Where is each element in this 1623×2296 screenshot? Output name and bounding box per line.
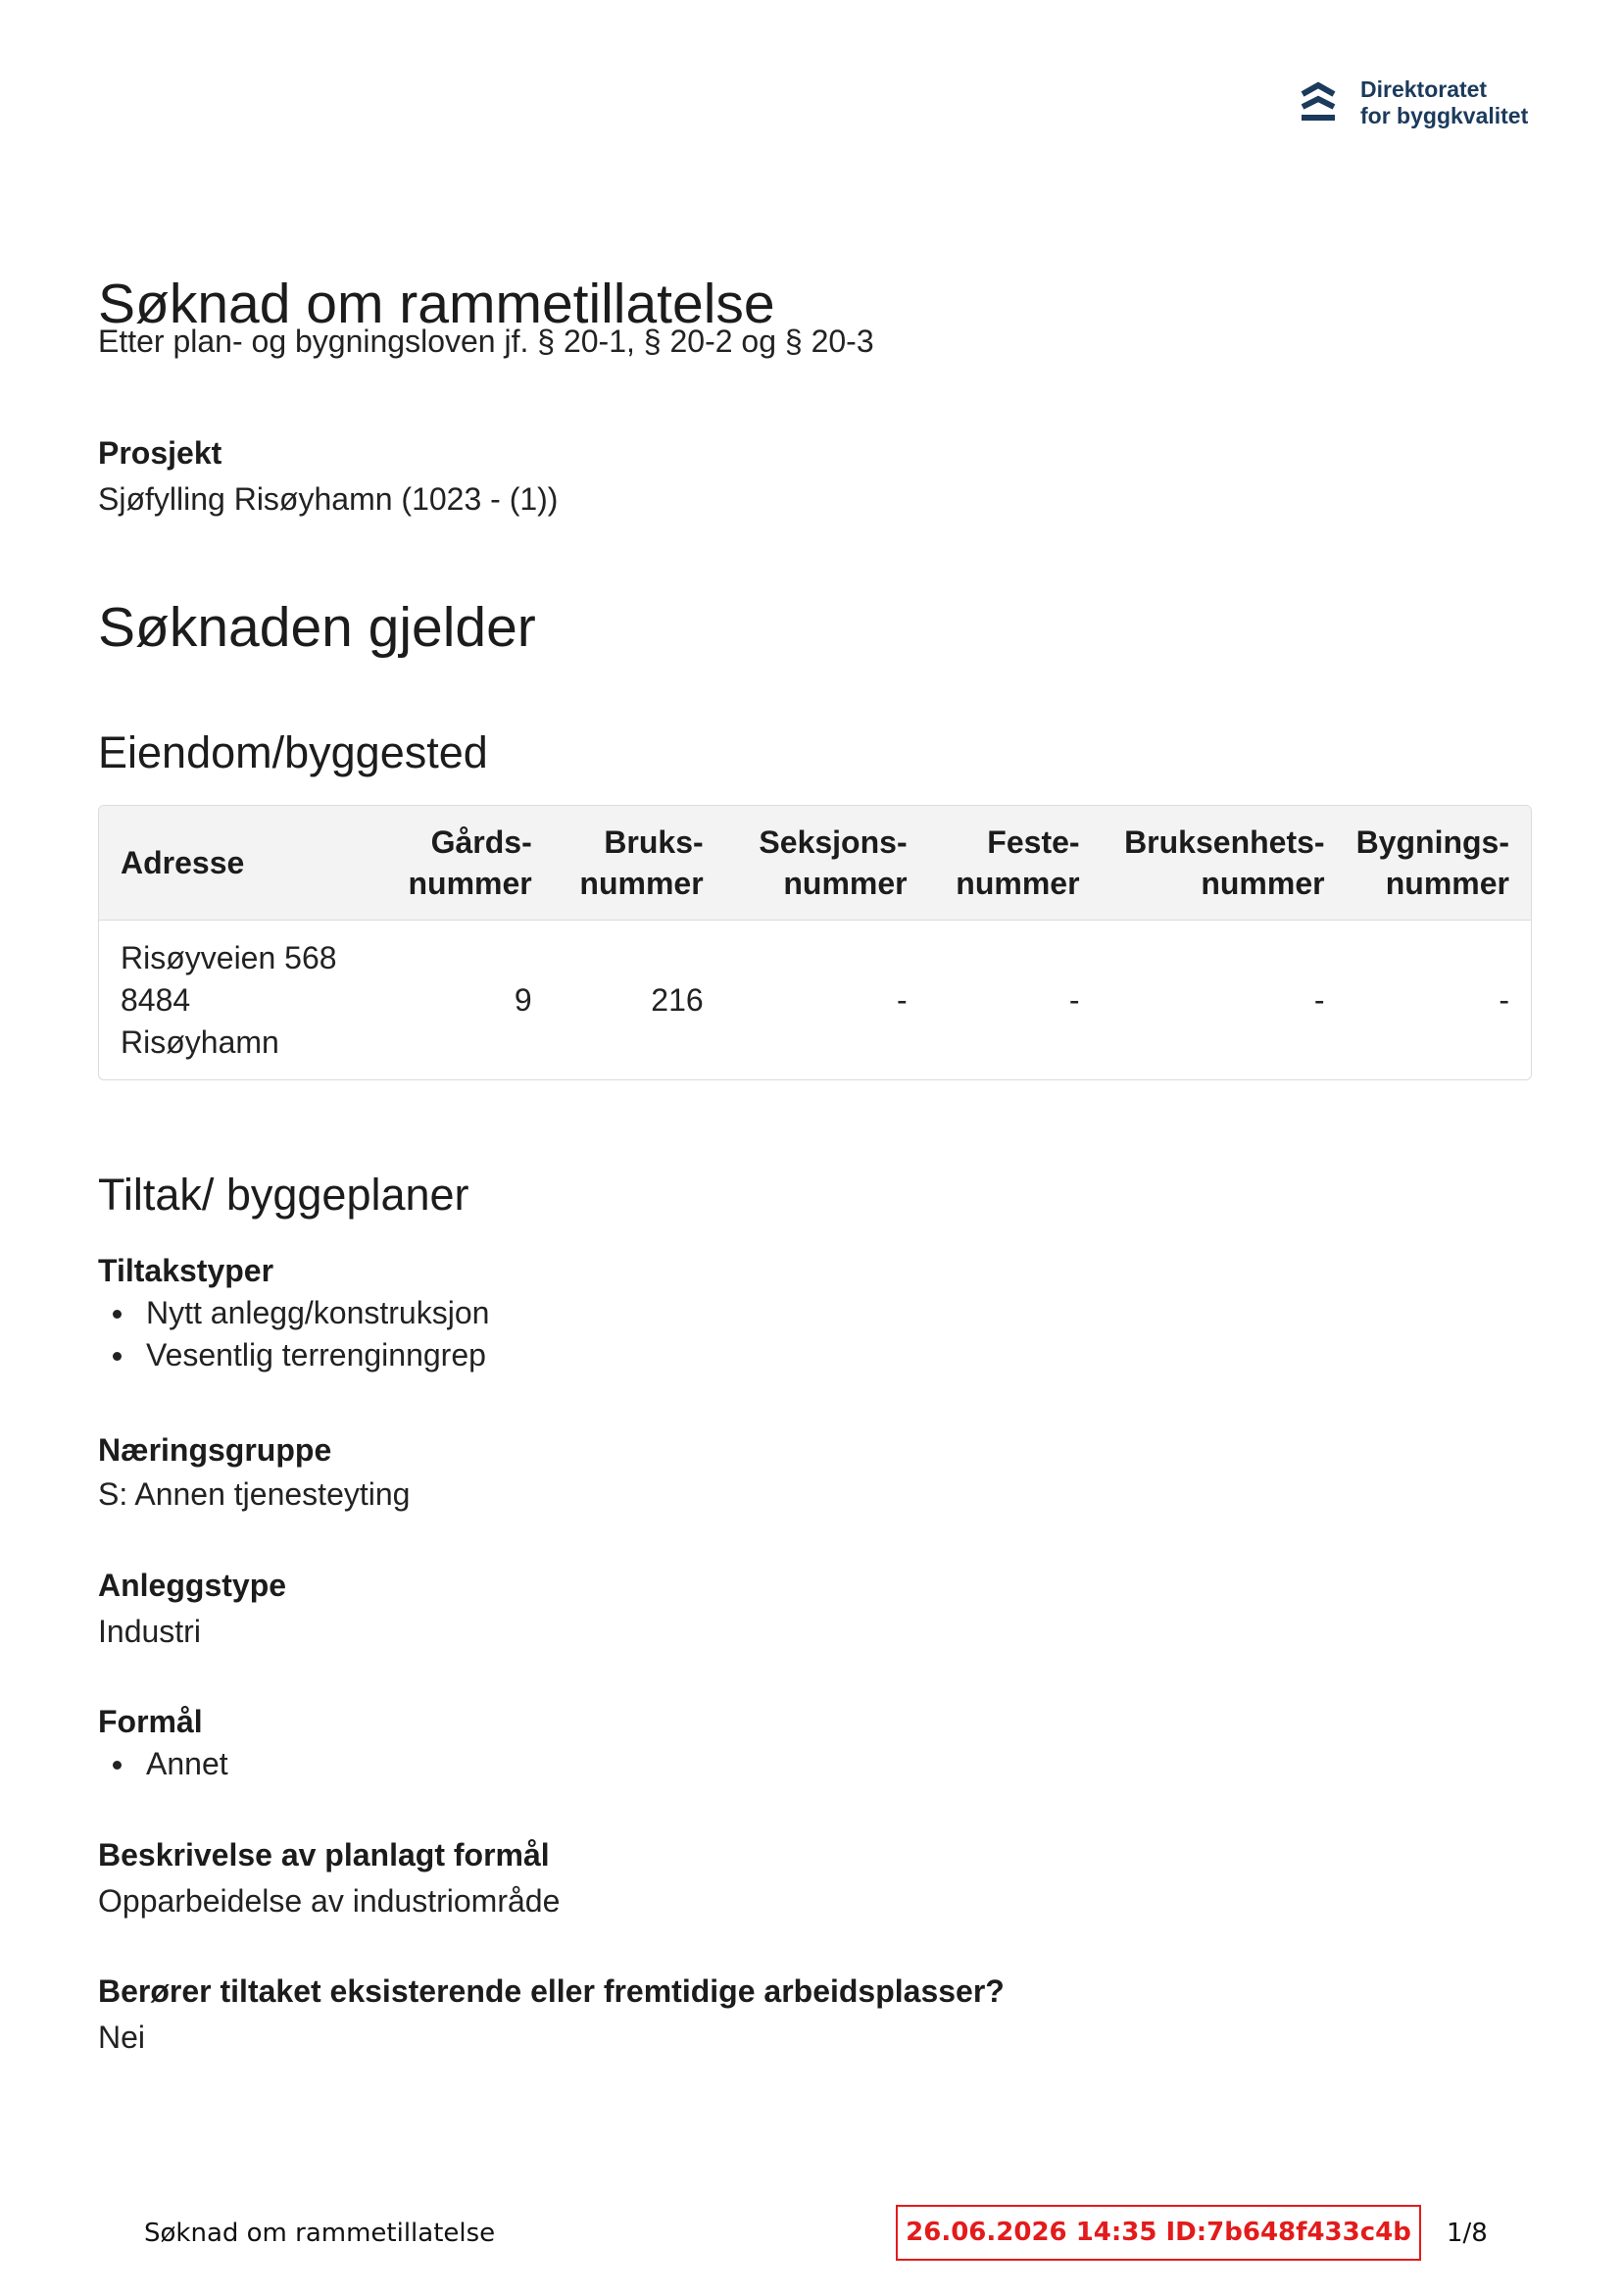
tiltak-heading: Tiltak/ byggeplaner xyxy=(98,1170,469,1220)
col-gardsnummer: Gårds- nummer xyxy=(408,824,532,901)
footer-title: Søknad om rammetillatelse xyxy=(144,2219,496,2248)
table-header-row xyxy=(99,806,1531,920)
timestamp-id-stamp: 26.06.2026 14:35 ID:7b648f433c4b xyxy=(896,2205,1421,2261)
list-item: Vesentlig terrenginngrep xyxy=(98,1334,489,1376)
dibk-logo-icon xyxy=(1299,80,1338,125)
arbeidsplasser-value: Nei xyxy=(98,2020,146,2055)
document-subtitle: Etter plan- og bygningsloven jf. § 20-1, § 20-2 og § 20-3 xyxy=(98,324,874,359)
beskrivelse-label: Beskrivelse av planlagt formål xyxy=(98,1837,550,1872)
cell-bruksenhetsnummer: - xyxy=(1313,981,1325,1018)
col-bygningsnummer: Bygnings- nummer xyxy=(1355,824,1509,901)
dibk-logo xyxy=(1299,75,1553,133)
col-adresse: Adresse xyxy=(121,844,245,880)
page-number: 1/8 xyxy=(1447,2219,1488,2248)
naeringsgruppe-label: Næringsgruppe xyxy=(98,1432,332,1468)
cell-bygningsnummer: - xyxy=(1499,981,1509,1018)
col-festenummer: Feste- nummer xyxy=(956,824,1080,901)
col-seksjonsnummer: Seksjons- nummer xyxy=(759,824,908,901)
property-table xyxy=(98,805,1532,1080)
anleggstype-value: Industri xyxy=(98,1614,201,1649)
cell-seksjonsnummer: - xyxy=(896,981,908,1018)
cell-festenummer: - xyxy=(1068,981,1080,1018)
eiendom-heading: Eiendom/byggested xyxy=(98,727,488,777)
list-item: Annet xyxy=(98,1743,228,1785)
cell-bruksnummer: 216 xyxy=(651,981,704,1018)
tiltakstyper-label: Tiltakstyper xyxy=(98,1253,274,1288)
cell-adresse: Risøyveien 568 8484 Risøyhamn xyxy=(121,939,337,1060)
beskrivelse-value: Opparbeidelse av industriområde xyxy=(98,1883,561,1919)
cell-gardsnummer: 9 xyxy=(514,981,532,1018)
logo-text xyxy=(1360,76,1528,129)
logo-line-2: for byggkvalitet xyxy=(1360,103,1529,128)
prosjekt-value: Sjøfylling Risøyhamn (1023 - (1)) xyxy=(98,481,559,517)
tiltakstyper-list xyxy=(98,1292,489,1376)
document-title: Søknad om rammetillatelse xyxy=(98,273,775,335)
formal-list xyxy=(98,1743,228,1785)
naeringsgruppe-value: S: Annen tjenesteyting xyxy=(98,1476,411,1512)
anleggstype-label: Anleggstype xyxy=(98,1568,287,1603)
arbeidsplasser-label: Berører tiltaket eksisterende eller fremtidige arbeidsplasser? xyxy=(98,1973,1005,2009)
formal-label: Formål xyxy=(98,1704,203,1739)
section-title: Søknaden gjelder xyxy=(98,596,536,659)
list-item: Nytt anlegg/konstruksjon xyxy=(98,1292,489,1334)
col-bruksenhetsnummer: Bruksenhets- nummer xyxy=(1124,824,1325,901)
table-row xyxy=(99,920,1531,1080)
col-bruksnummer: Bruks- nummer xyxy=(579,824,704,901)
prosjekt-label: Prosjekt xyxy=(98,435,222,471)
logo-line-1: Direktoratet xyxy=(1360,76,1488,102)
